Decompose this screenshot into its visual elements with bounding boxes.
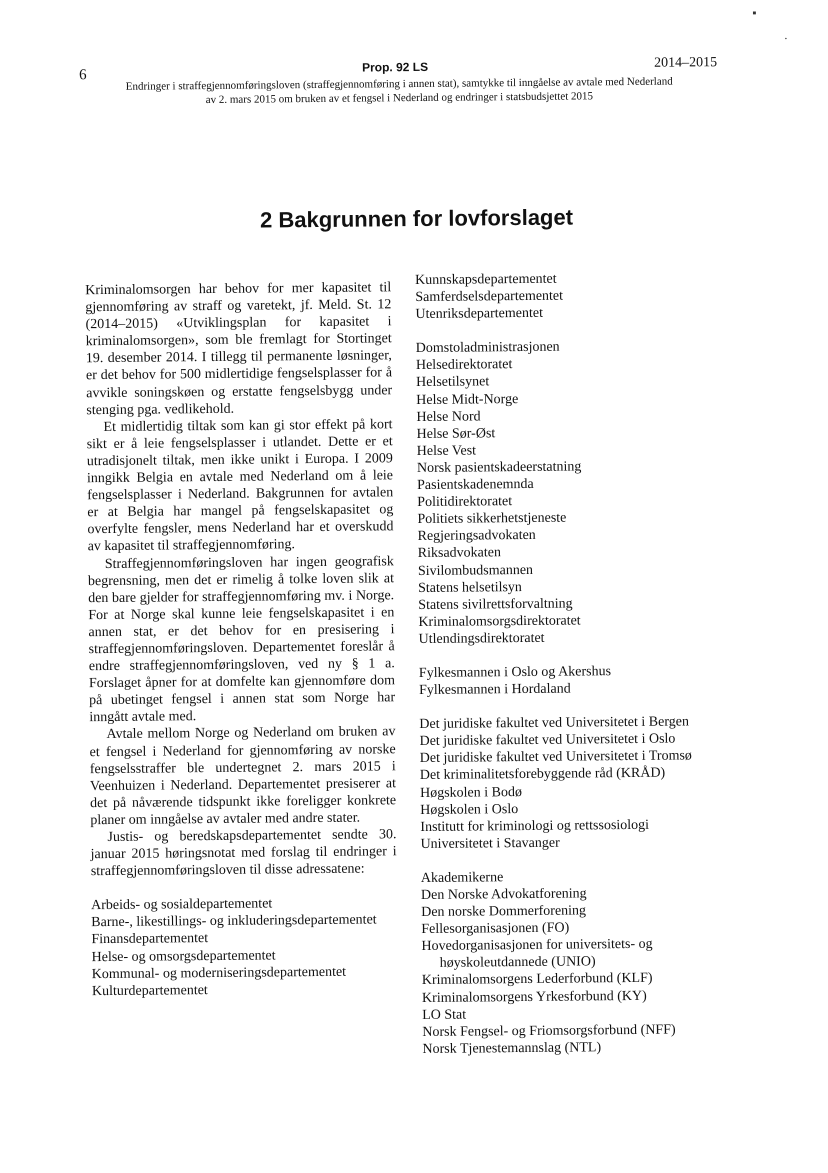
addressee-item: Politiets sikkerhetstjeneste [417,510,567,528]
left-column [85,279,398,1000]
addressee-item: Statens sivilrettsforvaltning [418,596,573,613]
addressee-item: Politidirektoratet [417,494,513,511]
addressee-item: Universitetet i Stavanger [420,835,560,852]
body-paragraph: Et midlertidig tiltak som kan gi stor effekt på kort sikt er å leie fengselsplasser i utlandet. Dette er et utradisjonelt tiltak, men ikke unikt i Europa. I 2009 inngikk Belgia en avtale med Nederland om å leie fengselsplasser i Nederland. Bakgrunnen for avtalen er at Belgia har mangel på fengselskapasitet og overfylte fengsler, mens Nederland har et overskudd av kapasitet til straffegjennomføring. [86,417,394,555]
addressee-list [91,895,398,1000]
publication-id: Prop. 92 LS [361,59,429,75]
addressee-item: Fylkesmannen i Oslo og Akershus [418,664,612,681]
addressee-group [415,269,725,323]
addressee-item: Helsedirektoratet [415,357,513,374]
addressee-item: Samferdselsdepartementet [415,288,564,306]
addressee-item: Fellesorganisasjonen (FO) [421,920,570,938]
body-paragraph: Kriminalomsorgen har behov for mer kapasitet til gjennomføring av straff og varetekt, jf. Meld. St. 12 (2014–2015) «Utviklingsplan for kapasitet i kriminalomsorgen», som ble fremlagt for Stortinget 19. desember 2014. I tillegg til permanente løsninger, er det behov for 500 midlertidige fengselsplasser for å avvikle soningskøen og erstatte fengselsbygg under stenging pga. vedlikehold. [85,280,393,418]
addressee-item: Kriminalomsorgens Lederforbund (KLF) [421,971,653,989]
addressee-item: Helsetilsynet [416,374,490,391]
addressee-item: Det juridiske fakultet ved Universitetet i Oslo [419,731,676,750]
addressee-item: Statens helsetilsyn [418,579,522,596]
addressee-item: Regjeringsadvokaten [417,528,536,545]
addressee-item: Kriminalomsorgsdirektoratet [418,613,581,630]
addressee-item: Kulturdepartementet [91,982,208,999]
addressee-item: Akademikerne [420,870,504,886]
addressee-item: Helse Nord [416,409,481,425]
addressee-item: Høgskolen i Oslo [420,801,519,818]
addressee-item: Sivilombudsmannen [417,562,534,579]
addressee-item: Det kriminalitetsforebyggende råd (KRÅD) [419,766,666,784]
body-paragraph: Straffegjennomføringsloven har ingen geografisk begrensning, men det er rimelig å tolke loven slik at den bare gjelder for straffegjennomføring mv. i Norge. For at Norge skal kunne leie fengselskapasitet i en annen stat, er det behov for en presisering i straffegjennomføringsloven. Departementet foreslår å endre straffegjennomføringsloven, ved ny § 1 a. Forslaget åpner for at domfelte kan gjennomføre dom på ubetinget fengsel i annen stat som Norge har inngått avtale med. [87,553,396,726]
addressee-item: Fylkesmannen i Hordaland [418,681,571,699]
addressee-item: Barne-, likestillings- og inkluderingsdepartementet [91,912,377,931]
addressee-item: Kriminalomsorgens Yrkesforbund (KY) [421,988,647,1006]
addressee-item: Helse- og omsorgsdepartementet [91,947,276,965]
addressee-item: Helse Vest [416,443,477,459]
addressee-group [416,337,729,648]
addressee-item: Kunnskapsdepartementet [415,271,557,289]
addressee-item: Kommunal- og moderniseringsdepartementet [91,964,347,982]
page-number: 6 [79,67,87,84]
addressee-group [419,713,730,853]
addressee-item: Riksadvokaten [417,545,502,562]
addressee-item: Den norske Dommerforening [421,903,587,921]
addressee-item: LO Stat [422,1007,467,1023]
running-header-line: av 2. mars 2015 om bruken av et fengsel i Nederland og endringer i statsbudsjettet 2015 [205,90,594,107]
scan-speck: • [784,36,787,43]
addressee-item: Norsk Fengsel- og Friomsorgsforbund (NFF) [422,1022,676,1040]
addressee-item: Norsk pasientskadeerstatning [416,459,582,476]
scan-speck: ■ [752,10,757,17]
addressee-item: Det juridiske fakultet ved Universitetet i Bergen [419,714,690,733]
addressee-item: Det juridiske fakultet ved Universitetet i Tromsø [419,748,692,767]
running-header [79,74,719,108]
chapter-title: 2 Bakgrunnen for lovforslaget [259,204,574,233]
addressee-item: Hovedorganisasjonen for universitets- og høyskoleutdannede (UNIO) [421,937,653,972]
addressee-item: Pasientskadenemnda [417,476,534,494]
addressee-item: Norsk Tjenestemannslag (NTL) [422,1040,602,1057]
addressee-item: Institutt for kriminologi og rettssosiologi [420,817,650,835]
addressee-item: Helse Midt-Norge [416,391,519,408]
addressee-group [419,662,729,699]
body-paragraph: Avtale mellom Norge og Nederland om bruken av et fengsel i Nederland for gjennomføring av norske fengselsstraffer ble undertegnet 2. mars 2015 i Veenhuizen i Nederland. Departementet presiserer at det på nåværende tidspunkt ikke foreligger konkrete planer om inngåelse av avtaler med andre stater. [89,724,397,829]
addressee-item: Utenriksdepartementet [415,305,544,323]
addressee-item: Høgskolen i Bodø [419,784,523,801]
addressee-item: Arbeids- og sosialdepartementet [91,896,273,914]
addressee-item: Utlendingsdirektoratet [418,630,545,647]
running-header-line: Endringer i straffegjennomføringsloven (straffegjennomføring i annen stat), samtykke til inngåelse av avtale med Nederland [125,75,673,93]
right-column [415,269,733,1075]
addressee-item: Helse Sør-Øst [416,426,496,442]
session-year: 2014–2015 [653,55,718,71]
addressee-item: Domstoladministrasjonen [415,339,560,357]
body-paragraph: Justis- og beredskapsdepartementet sendte 30. januar 2015 høringsnotat med forslag til endringer i straffegjennomføringsloven til disse adressatene: [90,827,397,880]
addressee-group [421,867,733,1058]
addressee-item: Finansdepartementet [91,931,209,948]
addressee-item: Den Norske Advokatforening [420,886,587,904]
